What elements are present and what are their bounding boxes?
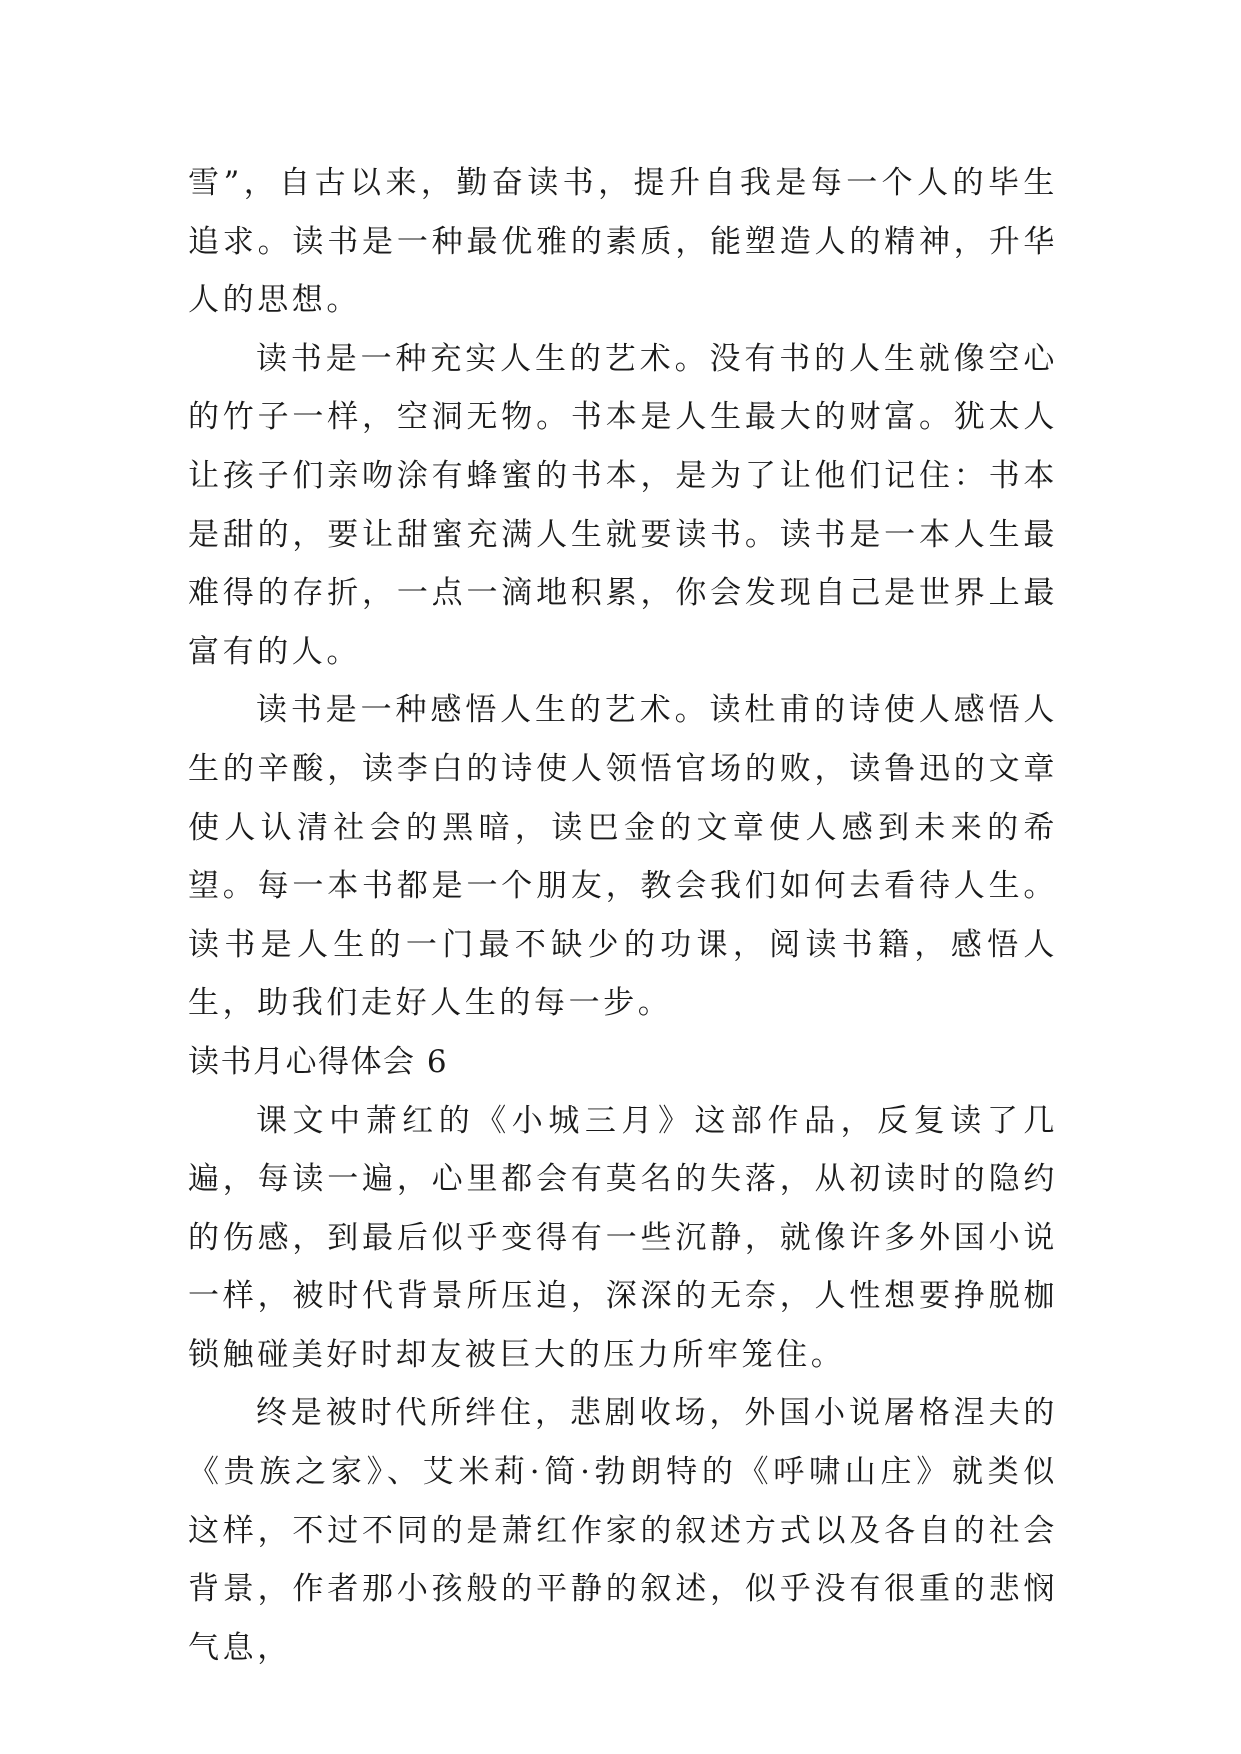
document-body [188, 154, 1058, 1677]
paragraph-3: 读书是一种感悟人生的艺术。读杜甫的诗使人感悟人生的辛酸，读李白的诗使人领悟官场的败，读鲁迅的文章使人认清社会的黑暗，读巴金的文章使人感到未来的希望。每一本书都是一个朋友，教会我们如何去看待人生。读书是人生的一门最不缺少的功课，阅读书籍，感悟人生，助我们走好人生的每一步。 [188, 692, 1058, 1022]
paragraph-5: 终是被时代所绊住，悲剧收场，外国小说屠格涅夫的《贵族之家》、艾米莉·简·勃朗特的《呼啸山庄》就类似这样，不过不同的是萧红作家的叙述方式以及各自的社会背景，作者那小孩般的平静的叙述，似乎没有很重的悲悯气息， [188, 1395, 1058, 1666]
paragraph-4: 课文中萧红的《小城三月》这部作品，反复读了几遍，每读一遍，心里都会有莫名的失落，从初读时的隐约的伤感，到最后似乎变得有一些沉静，就像许多外国小说一样，被时代背景所压迫，深深的无奈，人性想要挣脱枷锁触碰美好时却友被巨大的压力所牢笼住。 [188, 1102, 1058, 1373]
section-heading: 读书月心得体会 6 [188, 1043, 449, 1080]
paragraph-2: 读书是一种充实人生的艺术。没有书的人生就像空心的竹子一样，空洞无物。书本是人生最大的财富。犹太人让孩子们亲吻涂有蜂蜜的书本，是为了让他们记住：书本是甜的，要让甜蜜充满人生就要读书。读书是一本人生最难得的存折，一点一滴地积累，你会发现自己是世界上最富有的人。 [188, 340, 1058, 670]
paragraph-1: 雪”，自古以来，勤奋读书，提升自我是每一个人的毕生追求。读书是一种最优雅的素质，能塑造人的精神，升华人的思想。 [188, 165, 1058, 319]
